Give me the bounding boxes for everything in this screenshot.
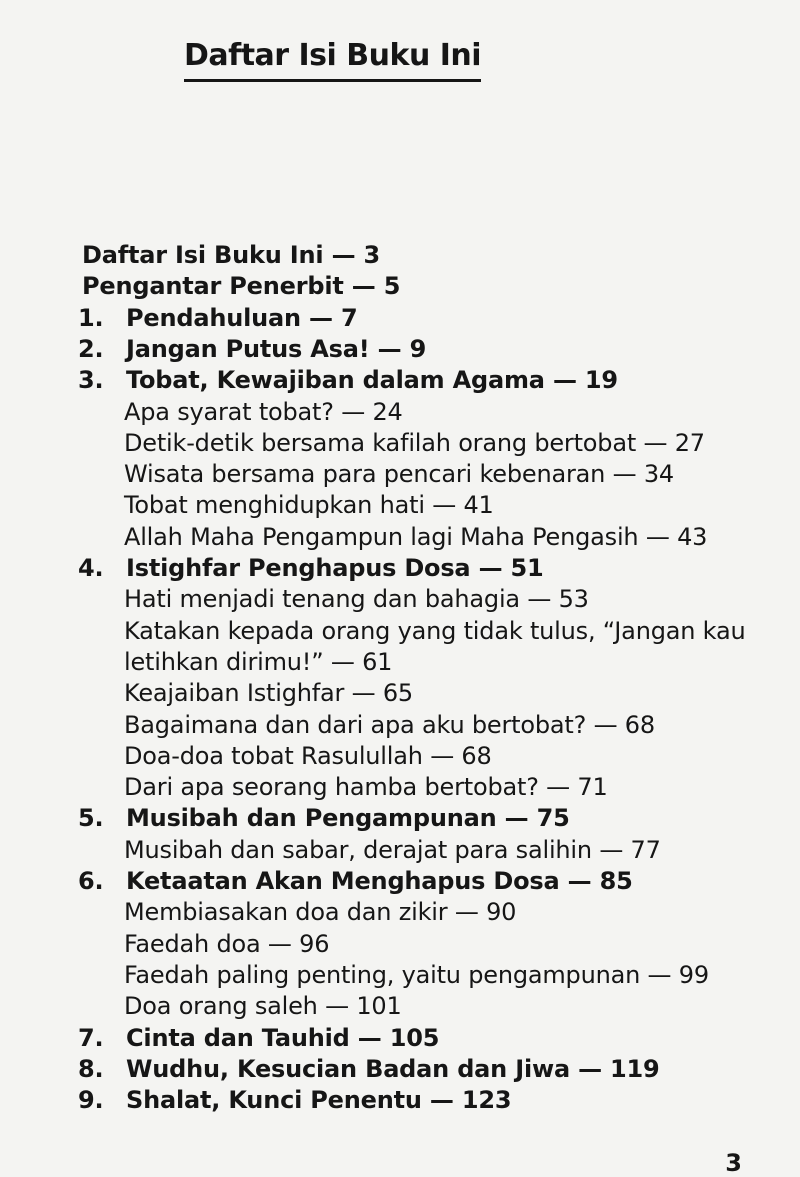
toc-subentry bbox=[124, 835, 661, 865]
chapter-number: 8. bbox=[78, 1054, 104, 1083]
chapter-number: 7. bbox=[78, 1023, 104, 1052]
subentry-text: Wisata bersama para pencari kebenaran — 34 bbox=[124, 460, 674, 489]
toc-subentry bbox=[124, 897, 516, 927]
subentry-text: Doa-doa tobat Rasulullah — 68 bbox=[124, 741, 492, 770]
subentry-text: Tobat menghidupkan hati — 41 bbox=[124, 491, 494, 520]
toc-subentry bbox=[124, 397, 403, 427]
subentry-text: Allah Maha Pengampun lagi Maha Pengasih — 43 bbox=[124, 522, 708, 551]
subentry-text: Apa syarat tobat? — 24 bbox=[124, 397, 403, 426]
toc-chapter-entry bbox=[78, 365, 618, 395]
toc-chapter-entry bbox=[78, 553, 544, 583]
toc-chapter-entry bbox=[78, 803, 570, 833]
toc-chapter-entry bbox=[78, 334, 426, 364]
subentry-text: Faedah doa — 96 bbox=[124, 929, 330, 958]
toc-chapter-entry bbox=[78, 1054, 660, 1084]
subentry-text: Faedah paling penting, yaitu pengampunan — 99 bbox=[124, 960, 709, 989]
toc-chapter-entry bbox=[78, 303, 358, 333]
subentry-text: Musibah dan sabar, derajat para salihin — 77 bbox=[124, 835, 661, 864]
chapter-title: Ketaatan Akan Menghapus Dosa — 85 bbox=[126, 867, 633, 895]
chapter-number: 9. bbox=[78, 1086, 104, 1115]
chapter-title: Shalat, Kunci Penentu — 123 bbox=[126, 1086, 512, 1115]
toc-subentry bbox=[124, 929, 329, 959]
page-title: Daftar Isi Buku Ini bbox=[184, 38, 481, 82]
subentry-text: Dari apa seorang hamba bertobat? — 71 bbox=[124, 773, 608, 802]
toc-subentry bbox=[124, 991, 402, 1021]
subentry-text: Doa orang saleh — 101 bbox=[124, 992, 402, 1021]
toc-front-entry bbox=[82, 240, 380, 270]
subentry-text: Bagaimana dan dari apa aku bertobat? — 68 bbox=[124, 710, 655, 739]
subentry-text: letihkan dirimu!” — 61 bbox=[124, 647, 393, 676]
toc-front-entry bbox=[82, 271, 400, 301]
toc-entry-text: Pengantar Penerbit — 5 bbox=[82, 272, 401, 301]
chapter-number: 4. bbox=[78, 554, 104, 582]
chapter-title: Cinta dan Tauhid — 105 bbox=[126, 1023, 440, 1052]
toc-subentry bbox=[124, 960, 709, 990]
toc-subentry bbox=[124, 522, 707, 552]
toc-subentry bbox=[124, 428, 705, 458]
subentry-text: Keajaiban Istighfar — 65 bbox=[124, 679, 413, 708]
chapter-title: Pendahuluan — 7 bbox=[126, 303, 358, 332]
subentry-text: Katakan kepada orang yang tidak tulus, “Jangan kau bbox=[124, 616, 746, 645]
toc-subentry bbox=[124, 647, 392, 677]
chapter-number: 6. bbox=[78, 867, 104, 895]
subentry-text: Detik-detik bersama kafilah orang bertobat — 27 bbox=[124, 428, 705, 457]
page-number: 3 bbox=[725, 1149, 742, 1177]
toc-chapter-entry bbox=[78, 1085, 511, 1115]
toc-chapter-entry bbox=[78, 1023, 439, 1053]
toc-subentry bbox=[124, 584, 589, 614]
toc-subentry bbox=[124, 710, 655, 740]
chapter-number: 3. bbox=[78, 366, 104, 395]
chapter-title: Jangan Putus Asa! — 9 bbox=[126, 334, 427, 363]
toc-subentry bbox=[124, 741, 492, 771]
toc-chapter-entry bbox=[78, 866, 633, 896]
chapter-number: 5. bbox=[78, 804, 104, 833]
toc-entry-text: Daftar Isi Buku Ini — 3 bbox=[82, 241, 381, 269]
toc-subentry bbox=[124, 678, 413, 708]
toc-subentry bbox=[124, 459, 674, 489]
chapter-title: Tobat, Kewajiban dalam Agama — 19 bbox=[126, 366, 618, 395]
chapter-title: Istighfar Penghapus Dosa — 51 bbox=[126, 554, 544, 582]
subentry-text: Hati menjadi tenang dan bahagia — 53 bbox=[124, 585, 589, 614]
chapter-title: Wudhu, Kesucian Badan dan Jiwa — 119 bbox=[126, 1054, 660, 1083]
toc-subentry bbox=[124, 490, 494, 520]
toc-subentry bbox=[124, 616, 745, 646]
subentry-text: Membiasakan doa dan zikir — 90 bbox=[124, 898, 517, 927]
chapter-title: Musibah dan Pengampunan — 75 bbox=[126, 804, 570, 833]
chapter-number: 2. bbox=[78, 334, 104, 363]
chapter-number: 1. bbox=[78, 303, 104, 332]
toc-subentry bbox=[124, 772, 608, 802]
